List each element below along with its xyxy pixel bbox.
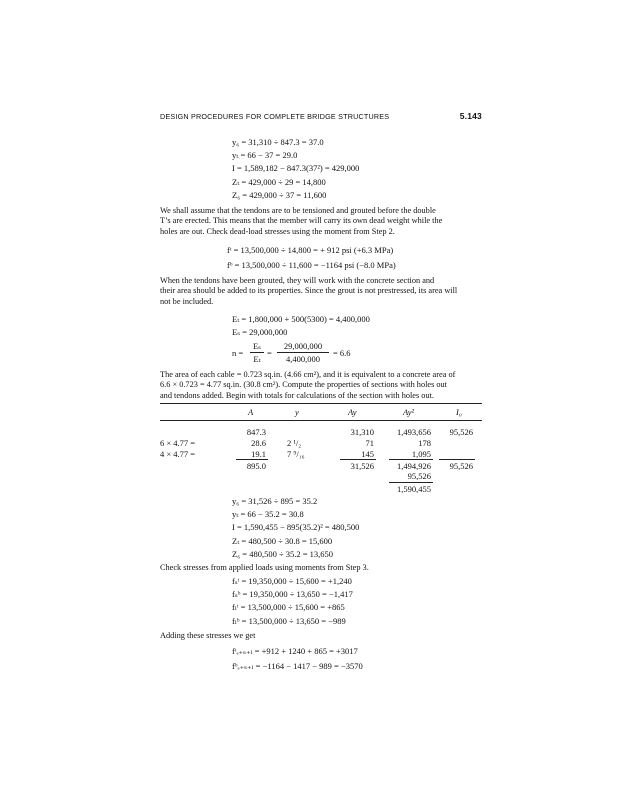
cell-area: 19.1: [251, 449, 266, 459]
fraction-bar: [277, 352, 329, 353]
cell-y: 7 ⁹/₁₆: [287, 449, 305, 459]
paragraph-line: holes are out. Check dead-load stresses using the moment from Step 2.: [160, 226, 395, 236]
paragraph-line: We shall assume that the tendons are to be tensioned and grouted before the double: [160, 206, 436, 215]
table-header-rule: [160, 420, 482, 421]
fraction-numerator: Eₛ: [252, 341, 262, 351]
equation-block-dead-load-stresses: [227, 243, 396, 273]
fraction-numerator: 29,000,000: [283, 341, 323, 351]
paragraph-line: and tendons added. Begin with totals for calculations of the section with holes out.: [160, 390, 434, 400]
fraction-denominator: Eₜ: [253, 354, 261, 364]
paragraph-line: The area of each cable = 0.723 sq.in. (4.66 cm²), and it is equivalent to a concrete area of: [160, 370, 456, 379]
cell-ay2: 1,095: [411, 449, 431, 459]
cell-ay2: 1,493,656: [397, 427, 431, 437]
column-header: A: [248, 407, 254, 417]
cell-ay2: 178: [418, 438, 431, 448]
running-title: DESIGN PROCEDURES FOR COMPLETE BRIDGE STRUCTURES: [160, 112, 390, 121]
paragraph-line: 6.6 × 0.723 = 4.77 sq.in. (30.8 cm²). Compute the properties of sections with holes out: [160, 380, 447, 390]
equation-line: yₜ = 66 − 35.2 = 30.8: [232, 509, 304, 520]
equation-line: Eₜ = 1,800,000 + 500(5300) = 4,400,000: [232, 314, 370, 324]
equation-line: fₗᵇ = 13,500,000 ÷ 13,650 = −989: [232, 615, 346, 626]
fraction-denominator: 4,400,000: [286, 354, 320, 364]
paragraph-tendon-assumption: [160, 206, 482, 237]
equation-block-applied-stresses: [232, 575, 353, 628]
sum-underline: [389, 459, 433, 460]
modular-ratio-equation: [232, 341, 422, 365]
equation-block-moduli: [232, 313, 370, 339]
column-header: y: [295, 407, 299, 417]
column-header: Ay: [348, 407, 357, 417]
equation-line: fᵗₑ₊ₛ₊ₗ = +912 + 1240 + 865 = +3017: [232, 646, 358, 656]
paragraph-cable-area: [160, 370, 482, 401]
equation-block-composite-properties: [232, 495, 359, 561]
cell-i0-carried: 95,526: [407, 471, 431, 481]
paragraph-adding-stresses: [160, 631, 482, 641]
equation-line: fₛᵗ = 19,350,000 ÷ 15,600 = +1,240: [232, 576, 352, 586]
cell-area-total: 895.0: [246, 461, 266, 471]
cell-ay2-total: 1,494,926: [397, 461, 431, 471]
cell-i0-total: 95,526: [449, 461, 473, 471]
equation-line: Z₆ = 429,000 ÷ 37 = 11,600: [232, 189, 327, 200]
fraction-bar: [250, 352, 264, 353]
equation-line: Z₆ = 480,500 ÷ 35.2 = 13,650: [232, 548, 334, 559]
grand-total-underline: [389, 482, 433, 483]
paragraph-grouted-tendons: [160, 276, 482, 307]
row-label: 4 × 4.77 =: [160, 449, 196, 459]
equation-line: I = 1,590,455 − 895(35.2)² = 480,500: [232, 522, 360, 533]
equals-sign: =: [267, 348, 272, 358]
cell-area: 28.6: [251, 438, 266, 448]
cell-grand-total: 1,590,455: [397, 484, 431, 494]
page-number: 5.143: [459, 111, 482, 121]
sum-underline: [439, 459, 475, 460]
paragraph-line: When the tendons have been grouted, they will work with the concrete section and: [160, 276, 435, 285]
equation-block-section-properties: [232, 136, 359, 202]
cell-ay-total: 31,526: [350, 461, 374, 471]
equation-line: y₆ = 31,310 ÷ 847.3 = 37.0: [232, 137, 324, 147]
equation-line: fₗᵗ = 13,500,000 ÷ 15,600 = +865: [232, 602, 345, 613]
paragraph-line: T’s are erected. This means that the member will carry its own dead weight while the: [160, 216, 443, 226]
equation-line: Zₜ = 480,500 ÷ 30.8 = 15,600: [232, 535, 333, 546]
row-label: 6 × 4.77 =: [160, 438, 196, 448]
equation-block-total-stresses: [232, 644, 363, 674]
paragraph-line: their area should be added to its properties. Since the grout is not prestressed, its area will: [160, 286, 458, 296]
paragraph-line: Check stresses from applied loads using moments from Step 3.: [160, 563, 369, 572]
cell-ay: 31,310: [350, 427, 374, 437]
equation-line: Eₛ = 29,000,000: [232, 327, 288, 338]
equation-line: y₆ = 31,526 ÷ 895 = 35.2: [232, 496, 318, 506]
cell-area: 847.3: [246, 427, 266, 437]
ratio-lhs: n =: [232, 348, 244, 358]
sum-underline: [236, 459, 268, 460]
paragraph-line: Adding these stresses we get: [160, 631, 256, 640]
equation-line: fᵇ = 13,500,000 ÷ 11,600 = −1164 psi (−8.0 MPa): [227, 260, 396, 270]
equation-line: I = 1,589,182 − 847.3(37²) = 429,000: [232, 163, 360, 174]
sum-underline: [340, 459, 376, 460]
equation-line: fᵗ = 13,500,000 ÷ 14,800 = + 912 psi (+6.3 MPa): [227, 245, 394, 255]
paragraph-line: not be included.: [160, 296, 214, 306]
column-header: Ay²: [403, 407, 415, 417]
paragraph-applied-loads: [160, 563, 482, 573]
column-header: I₀: [456, 407, 462, 417]
ratio-result: = 6.6: [333, 348, 351, 358]
table-top-rule: [160, 403, 482, 404]
cell-y: 2 ¹/₂: [287, 438, 302, 448]
equation-line: fₛᵇ = 19,350,000 ÷ 13,650 = −1,417: [232, 589, 353, 600]
equation-line: fᵇₑ₊ₛ₊ₗ = −1164 − 1417 − 989 = −3570: [232, 661, 363, 671]
cell-ay: 71: [365, 438, 374, 448]
equation-line: Zₜ = 429,000 ÷ 29 = 14,800: [232, 176, 326, 187]
cell-ay: 145: [361, 449, 374, 459]
cell-i0: 95,526: [449, 427, 473, 437]
equation-line: yₜ = 66 − 37 = 29.0: [232, 150, 298, 161]
